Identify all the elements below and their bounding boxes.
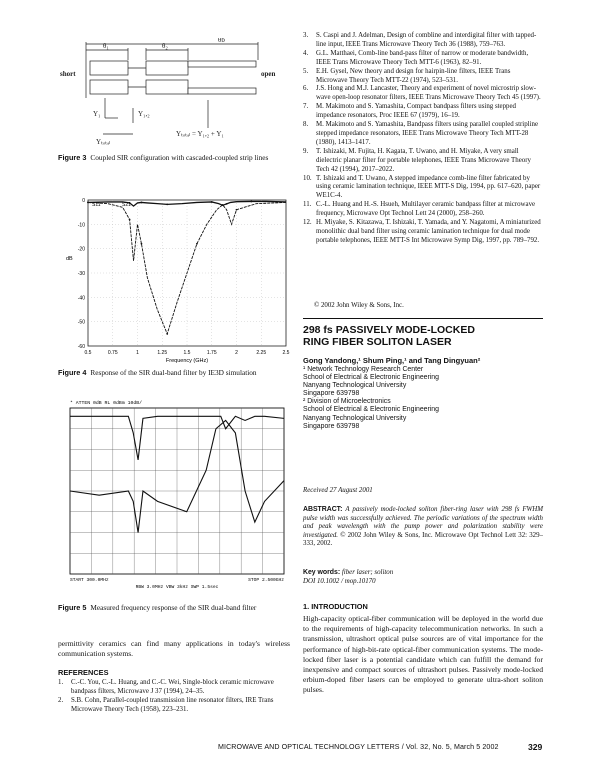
left-reference-1 bbox=[58, 679, 290, 697]
y-tick-label: -50 bbox=[77, 319, 85, 326]
open-label: open bbox=[261, 70, 276, 78]
sweep-settings-text: RBW 3.0MHz VBW 3kHz SWP 1.5sec bbox=[135, 585, 219, 590]
reference-number: 12. bbox=[303, 219, 312, 227]
article-rule bbox=[303, 318, 543, 319]
y-tick-label: 0 bbox=[82, 198, 85, 204]
y12-label: Y₁,₂ bbox=[138, 110, 150, 118]
x-tick-label: 0.75 bbox=[107, 350, 118, 356]
left-reference-2 bbox=[58, 697, 290, 715]
figure-5-caption-text: Measured frequency response of the SIR dual-band filter bbox=[90, 603, 257, 612]
affiliation-1-line-1: ¹ Network Technology Research Center bbox=[303, 366, 424, 373]
reference-text: M. Makimoto and S. Yamashita, Compact bandpass filters using stepped impedance resonators, Proc IEEE 67 (1979), 16–19. bbox=[316, 103, 517, 120]
reference-text: S. Caspi and J. Adelman, Design of combline and interdigital filter with tapped-line input, IEEE Trans Microwave Theory Tech 36 (1988), 759–763. bbox=[316, 32, 537, 48]
ytotal-equation: Yₜₒₜₐₗ = Y₁,₂ + Y₁ bbox=[176, 130, 224, 138]
reference-number: 11. bbox=[303, 201, 312, 209]
references-heading: REFERENCES bbox=[58, 668, 109, 677]
reference-number: 10. bbox=[303, 174, 312, 182]
article-authors: Gong Yandong,¹ Shum Ping,¹ and Tang Dingyuan² bbox=[303, 356, 481, 365]
x-tick-label: 0.5 bbox=[84, 350, 92, 356]
figure-3-caption bbox=[58, 153, 296, 163]
received-line: Received 27 August 2001 bbox=[303, 487, 373, 494]
article-affiliations bbox=[303, 366, 543, 431]
article-title-line2: RING FIBER SOLITON LASER bbox=[303, 336, 452, 348]
start-frequency-text: START 300.0MHz bbox=[70, 578, 109, 583]
right-reference-7 bbox=[303, 148, 543, 175]
left-body-text: permittivity ceramics can find many applications in today's wireless communication systems. bbox=[58, 639, 290, 659]
left-references-list bbox=[58, 679, 290, 715]
x-tick-label: 1.25 bbox=[157, 350, 168, 356]
series-s11-point bbox=[236, 209, 238, 211]
affiliation-2-line-4: Singapore 639798 bbox=[303, 422, 360, 430]
reference-text: C.-L. Huang and H.-S. Hsueh, Multilayer ceramic bandpass filter at microwave frequency, Microwave Opt Technol Lett 24 (2000), 258–260. bbox=[316, 201, 536, 218]
y1-label: Y₁ bbox=[93, 110, 101, 118]
copyright-line: © 2002 John Wiley & Sons, Inc. bbox=[314, 302, 404, 309]
reference-text: S.B. Cohn, Parallel-coupled transmission line resonator filters, IRE Trans Microwave Theory Tech (1958), 223–231. bbox=[71, 696, 274, 713]
y-tick-label: -30 bbox=[77, 271, 85, 277]
reference-text: H. Miyake, S. Kitazawa, T. Ishizaki, T. Yamada, and Y. Nagatomi, A miniaturized monolithic dual band filter using ceramic lamination technique for dual mode portable telephones, IEEE MTT-S Int Microwave Symp Dig, 1997, pp. 789–792. bbox=[316, 219, 541, 244]
article-title-line1: 298 fs PASSIVELY MODE-LOCKED bbox=[303, 324, 475, 336]
x-tick-label: 1 bbox=[136, 350, 139, 356]
series-s11-point bbox=[166, 333, 168, 335]
series-s21-point bbox=[141, 202, 143, 204]
reference-text: G.L. Matthaei, Comb-line band-pass filter of narrow or moderate bandwidth, IEEE Trans Microwave Theory Tech MTT-6 (1963), 82–91. bbox=[316, 49, 529, 66]
figure-3-label: Figure 3 bbox=[58, 153, 87, 162]
keywords-value: fiber laser; soliton bbox=[341, 569, 394, 576]
series-s21-point bbox=[166, 203, 168, 205]
reference-number: 1. bbox=[58, 679, 64, 686]
reference-number: 7. bbox=[303, 103, 309, 111]
y-tick-label: -10 bbox=[77, 222, 85, 229]
reference-number: 9. bbox=[303, 147, 309, 155]
x-tick-label: 2 bbox=[235, 350, 238, 356]
reference-text: T. Ishizaki and T. Uwano, A stepped impedance comb-line filter fabricated by using ceramic lamination technique, IEEE MTT-S Dig, 1994, pp. 617–620, paper WE1C-4. bbox=[316, 174, 541, 200]
figure-5-caption bbox=[58, 603, 296, 613]
x-tick-label: 2.5 bbox=[282, 350, 290, 356]
reference-number: 5. bbox=[303, 67, 309, 75]
y-tick-label: -60 bbox=[77, 344, 85, 350]
right-reference-6 bbox=[303, 121, 543, 148]
intro-text: High-capacity optical-fiber communication will be deployed in the world due to the requirements of high-capacity telecommunication networks. In such a transmission, ultrashort optical pulse sources are of vital importance for the performance of high-bit-rate optical-fiber communication systems. The mode-locked fiber laser is a potential candidate which can fulfill the demand for inexpensive and compact sources of ultrashort pulses. Passively mode-locked erbium-doped fiber lasers can be employed to generate ultra-short soliton pulses. bbox=[303, 614, 543, 695]
series-s21-point bbox=[250, 201, 252, 203]
x-tick-label: 2.25 bbox=[256, 350, 267, 356]
affiliation-1-line-3: Nanyang Technological University bbox=[303, 382, 407, 390]
series-s11-point bbox=[222, 204, 224, 206]
right-reference-2 bbox=[303, 50, 543, 68]
x-tick-label: 1.75 bbox=[206, 350, 217, 356]
right-reference-3 bbox=[303, 68, 543, 86]
keywords-line bbox=[303, 569, 393, 578]
thetab-label: θb bbox=[218, 38, 225, 44]
theta1-label: θ₁ bbox=[103, 42, 109, 50]
series-s11-point bbox=[87, 202, 89, 204]
affiliation-2-line-3: Nanyang Technological University bbox=[303, 414, 407, 422]
ytotal-label: Yₜₒₜₐₗ bbox=[96, 138, 111, 146]
reference-text: E.H. Gysel, New theory and design for hairpin-line filters, IEEE Trans Microwave Theory Tech MTT-22 (1974), 523–531. bbox=[316, 67, 511, 84]
affiliation-1-line-4: Singapore 639798 bbox=[303, 390, 360, 398]
right-reference-4 bbox=[303, 85, 543, 103]
figure-3-diagram bbox=[58, 38, 288, 148]
intro-heading: 1. INTRODUCTION bbox=[303, 602, 368, 611]
series-s11-point bbox=[196, 243, 198, 245]
figure-5-chart bbox=[64, 396, 292, 592]
footer-page-number: 329 bbox=[528, 742, 543, 752]
article-title bbox=[303, 324, 543, 348]
reference-number: 4. bbox=[303, 49, 309, 57]
affiliation-1-line-2: School of Electrical & Electronic Engineering bbox=[303, 374, 439, 382]
right-reference-5 bbox=[303, 103, 543, 121]
short-label: short bbox=[60, 70, 76, 78]
analyzer-header-text: * ATTEN 0dB RL 0dBm 10dB/ bbox=[70, 401, 142, 406]
figure-4-label: Figure 4 bbox=[58, 368, 87, 377]
reference-text: C.-C. You, C.-L. Huang, and C.-C. Wei, Single-block ceramic microwave bandpass filters, Microwave J 37 (1994), 24–35. bbox=[71, 679, 274, 695]
series-s21-point bbox=[211, 201, 213, 203]
x-axis-label: Frequency (GHz) bbox=[165, 358, 209, 364]
figure-4-caption-text: Response of the SIR dual-band filter by IE3D simulation bbox=[90, 368, 257, 377]
abstract-label: ABSTRACT: bbox=[303, 506, 343, 513]
reference-number: 3. bbox=[303, 32, 309, 39]
figure-3-caption-text: Coupled SIR configuration with cascaded-coupled strip lines bbox=[90, 153, 269, 162]
y-tick-label: -20 bbox=[77, 246, 85, 253]
series-s21-point bbox=[226, 203, 228, 205]
reference-number: 8. bbox=[303, 121, 309, 129]
affiliation-2-line-1: ² Division of Microelectronics bbox=[303, 398, 391, 406]
right-reference-8 bbox=[303, 175, 543, 202]
footer-journal: MICROWAVE AND OPTICAL TECHNOLOGY LETTERS / Vol. 32, No. 5, March 5 2002 bbox=[218, 743, 499, 751]
theta2-label: θ₂ bbox=[162, 42, 168, 50]
series-s11-point bbox=[129, 219, 131, 221]
x-tick-label: 1.5 bbox=[183, 350, 191, 356]
figure-4-chart bbox=[60, 192, 292, 364]
reference-text: M. Makimoto and S. Yamashita, Bandpass filters using parallel coupled stripline stepped impedance resonators, IEEE Trans Microwave Theory Tech MTT-28 (1980), 1413–1417. bbox=[316, 121, 539, 146]
right-reference-9 bbox=[303, 201, 543, 219]
stop-frequency-text: STOP 2.500GHz bbox=[248, 578, 284, 583]
abstract-italic-text: A passively mode-locked soliton fiber-ring laser with 298 fs FWHM pulse width was successfully achieved. The periodic variations of the spectrum width and peak wavelength with the pump power and polarization stability were investigated. bbox=[303, 506, 543, 539]
doi-line: DOI 10.1002 / mop.10170 bbox=[303, 578, 376, 585]
keywords-label: Key words: bbox=[303, 569, 341, 576]
y-axis-label: dB bbox=[66, 256, 73, 262]
series-s11-point bbox=[141, 243, 143, 245]
reference-number: 6. bbox=[303, 85, 309, 93]
figure-5-label: Figure 5 bbox=[58, 603, 87, 612]
reference-number: 2. bbox=[58, 696, 64, 704]
right-reference-10 bbox=[303, 219, 543, 246]
abstract-rest-text: © 2002 John Wiley & Sons, Inc. Microwave Opt Technol Lett 32: 329–333, 2002. bbox=[303, 531, 543, 548]
reference-text: T. Ishizaki, M. Fujita, H. Kagata, T. Uwano, and H. Miyake, A very small dielectric planar filter for portable telephones, IEEE Trans Microwave Theory Tech 42 (1994), 2017–2022. bbox=[316, 147, 531, 173]
y-tick-label: -40 bbox=[77, 295, 85, 302]
figure-4-caption bbox=[58, 368, 296, 378]
affiliation-2-line-2: School of Electrical & Electronic Engineering bbox=[303, 406, 439, 414]
right-reference-1 bbox=[303, 32, 543, 50]
legend-entry: S21 bbox=[122, 202, 131, 208]
right-references-list bbox=[303, 32, 543, 246]
reference-text: J.S. Hong and M.J. Lancaster, Theory and experiment of novel microstrip slow-wave open-loop resonator filters, IEEE Trans Microwave Theory Tech 45 (1997). bbox=[316, 85, 541, 102]
legend-entry: S11 bbox=[92, 202, 101, 208]
abstract bbox=[303, 506, 543, 549]
